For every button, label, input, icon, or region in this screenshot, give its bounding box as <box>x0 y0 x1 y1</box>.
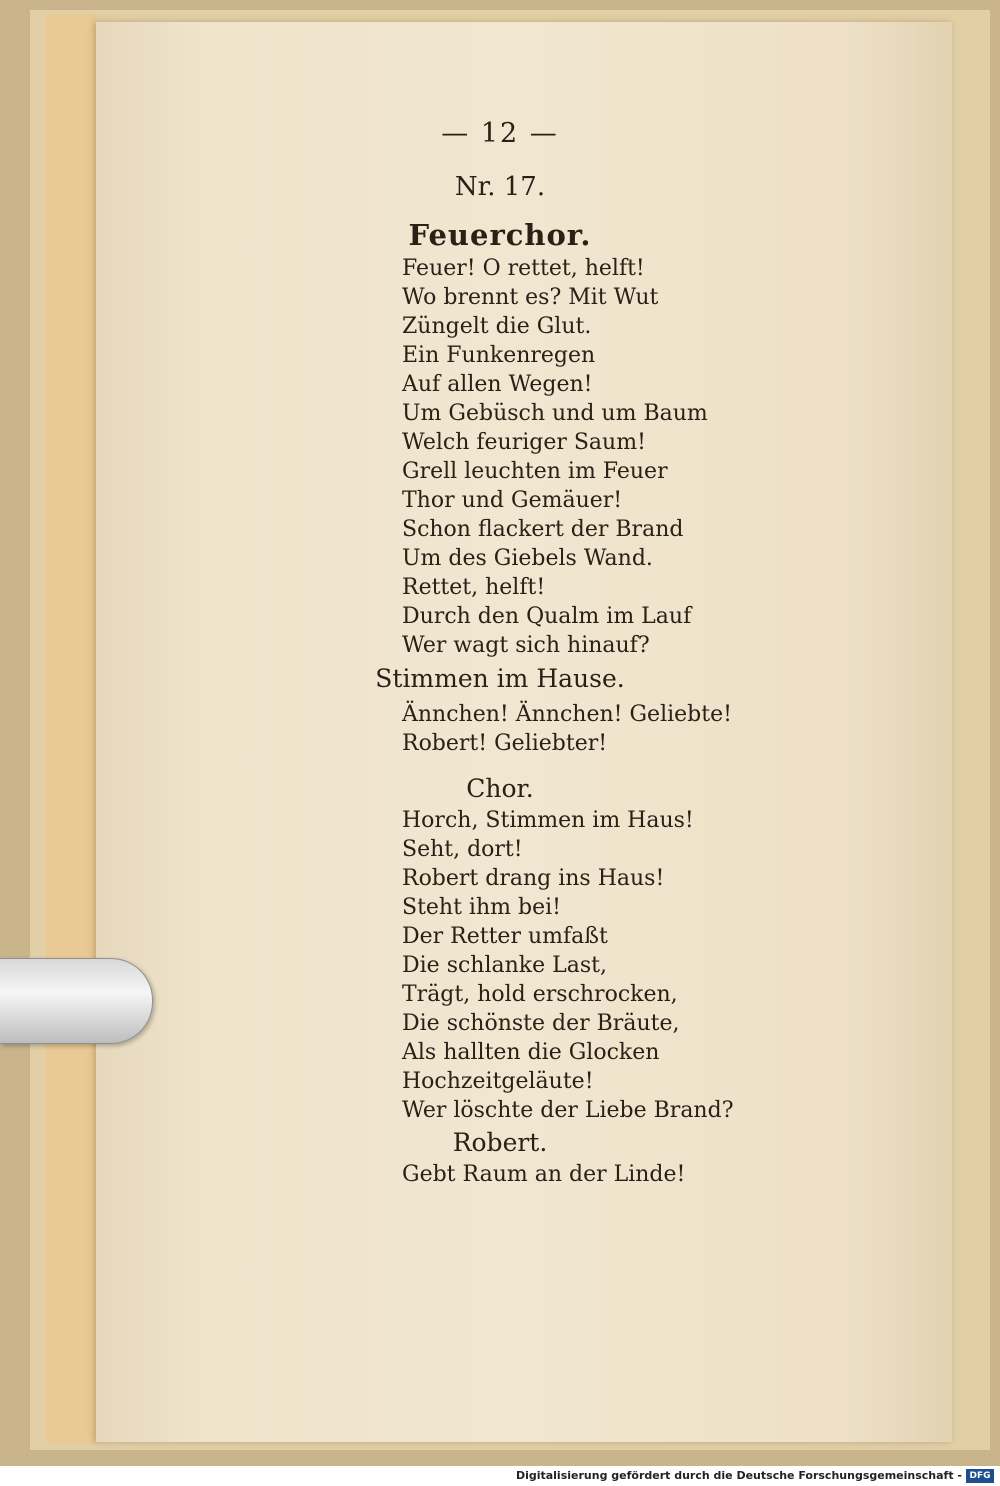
verse-line: Schon flackert der Brand <box>402 517 684 542</box>
verse-block-3 <box>402 806 733 1125</box>
verse-block-4 <box>402 1160 685 1189</box>
verse-line: Die schlanke Last, <box>402 953 607 978</box>
verse-line: Robert! Geliebter! <box>402 731 608 756</box>
verse-line: Wer wagt sich hinauf? <box>402 633 650 658</box>
verse-line: Hochzeitgeläute! <box>402 1069 594 1094</box>
footer-credit: Digitalisierung gefördert durch die Deutsche Forschungsgemeinschaft - <box>515 1469 962 1482</box>
verse-line: Rettet, helft! <box>402 575 546 600</box>
verse-line: Seht, dort! <box>402 837 523 862</box>
verse-block-1 <box>402 254 708 660</box>
verse-line: Steht ihm bei! <box>402 895 561 920</box>
verse-line: Um Gebüsch und um Baum <box>402 401 708 426</box>
verse-line: Ännchen! Ännchen! Geliebte! <box>402 702 732 727</box>
verse-line: Thor und Gemäuer! <box>402 488 623 513</box>
verse-line: Horch, Stimmen im Haus! <box>402 808 694 833</box>
verse-line: Gebt Raum an der Linde! <box>402 1162 686 1187</box>
verse-line: Züngelt die Glut. <box>402 314 592 339</box>
number-heading: Nr. 17. <box>454 172 546 202</box>
verse-line: Durch den Qualm im Lauf <box>402 604 692 629</box>
verse-line: Trägt, hold erschrocken, <box>402 982 678 1007</box>
dfg-logo-icon: DFG <box>966 1469 994 1483</box>
verse-line: Die schönste der Bräute, <box>402 1011 680 1036</box>
verse-line: Der Retter umfaßt <box>402 924 608 949</box>
page-number: — 12 — <box>441 118 559 149</box>
verse-line: Robert drang ins Haus! <box>402 866 665 891</box>
verse-line: Welch feuriger Saum! <box>402 430 646 455</box>
verse-line: Grell leuchten im Feuer <box>402 459 668 484</box>
page-title: Feuerchor. <box>408 218 592 252</box>
speaker-heading: Stimmen im Hause. <box>375 664 625 693</box>
verse-line: Wer löschte der Liebe Brand? <box>402 1098 734 1123</box>
speaker-heading: Robert. <box>452 1128 548 1157</box>
verse-line: Auf allen Wegen! <box>402 372 593 397</box>
digitization-footer <box>0 1466 1000 1486</box>
verse-line: Feuer! O rettet, helft! <box>402 256 645 281</box>
verse-block-2 <box>402 700 732 758</box>
verse-line: Um des Giebels Wand. <box>402 546 653 571</box>
speaker-heading: Chor. <box>466 774 534 803</box>
verse-line: Ein Funkenregen <box>402 343 596 368</box>
verse-line: Als hallten die Glocken <box>402 1040 660 1065</box>
verse-line: Wo brennt es? Mit Wut <box>402 285 659 310</box>
